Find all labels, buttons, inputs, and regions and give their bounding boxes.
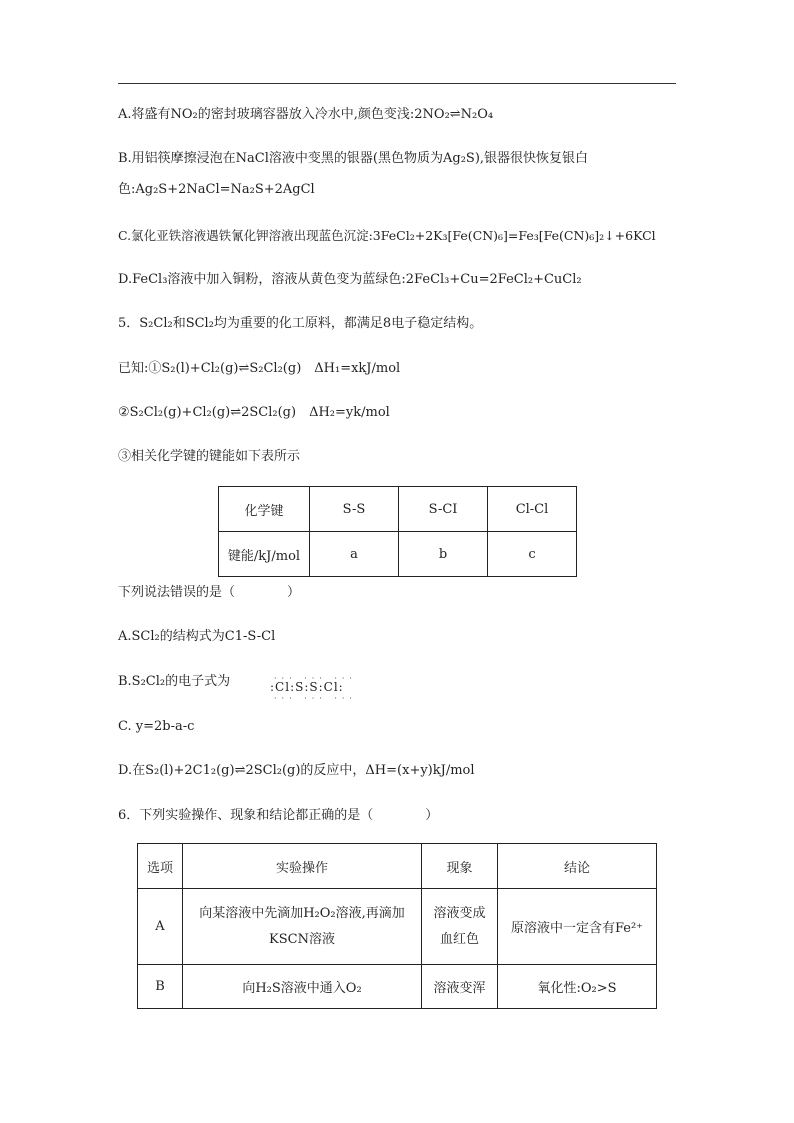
q5-ask: 下列说法错误的是（ ） xyxy=(118,585,301,600)
table-header-cell: 化学键 xyxy=(219,487,310,532)
experiment-table xyxy=(137,843,657,1009)
q5-option-d: D.在S₂(l)+2C1₂(g)⇌2SCl₂(g)的反应中，ΔH=(x+y)kJ/mol xyxy=(118,763,475,778)
table-header-cell: Cl-Cl xyxy=(488,487,577,532)
operation-line: 向某溶液中先滴加H₂O₂溶液,再滴加 xyxy=(199,905,405,921)
phenomenon-line: 血红色 xyxy=(439,931,479,947)
table-cell xyxy=(422,889,498,965)
table-header-cell: 结论 xyxy=(498,844,657,889)
q5-option-a: A.SCl₂的结构式为C1-S-Cl xyxy=(118,629,276,644)
operation-line: KSCN溶液 xyxy=(269,931,335,947)
lewis-structure xyxy=(270,674,357,703)
table-cell: 键能/kJ/mol xyxy=(219,532,310,577)
table-header-cell: 现象 xyxy=(422,844,498,889)
table-header-cell: S-CI xyxy=(399,487,488,532)
table-cell: 溶液变浑 xyxy=(422,965,498,1009)
q5-given-3: ③相关化学键的键能如下表所示 xyxy=(118,449,301,464)
table-cell: a xyxy=(310,532,399,577)
q5-given-1: 已知:①S₂(l)+Cl₂(g)⇌S₂Cl₂(g) ΔH₁=xkJ/mol xyxy=(118,361,401,376)
table-row xyxy=(219,487,577,532)
table-cell: A xyxy=(138,889,183,965)
table-cell: 原溶液中一定含有Fe²⁺ xyxy=(498,889,657,965)
header-rule xyxy=(118,83,676,84)
table-cell: 氧化性:O₂>S xyxy=(498,965,657,1009)
table-header-cell: S-S xyxy=(310,487,399,532)
electron-formula xyxy=(270,674,357,703)
table-row xyxy=(138,889,657,965)
q4-option-b-line2: 色:Ag₂S+2NaCl=Na₂S+2AgCl xyxy=(118,182,315,197)
table-cell: 向H₂S溶液中通入O₂ xyxy=(183,965,422,1009)
q4-option-c: C.氯化亚铁溶液遇铁氰化钾溶液出现蓝色沉淀:3FeCl₂+2K₃[Fe(CN)₆]=Fe₃[Fe(CN)₆]₂↓+6KCl xyxy=(118,228,656,243)
table-header-cell: 选项 xyxy=(138,844,183,889)
table-row xyxy=(219,532,577,577)
q5-option-c: C. y=2b-a-c xyxy=(118,719,195,734)
table-row xyxy=(138,965,657,1009)
lone-pair-dots-top: ··· ··· ··· xyxy=(274,674,357,683)
q4-option-d: D.FeCl₃溶液中加入铜粉，溶液从黄色变为蓝绿色:2FeCl₃+Cu=2FeCl₂+CuCl₂ xyxy=(118,272,582,287)
q4-option-b-line1: B.用铝筷摩擦浸泡在NaCl溶液中变黑的银器(黑色物质为Ag₂S),银器很快恢复银白 xyxy=(118,151,589,166)
bond-energy-table xyxy=(218,486,577,577)
phenomenon-line: 溶液变成 xyxy=(433,905,486,921)
table-header-cell: 实验操作 xyxy=(183,844,422,889)
table-cell: B xyxy=(138,965,183,1009)
table-row xyxy=(138,844,657,889)
table-cell: c xyxy=(488,532,577,577)
q6-stem: 6．下列实验操作、现象和结论都正确的是（ ） xyxy=(118,808,439,823)
lone-pair-dots-bottom: ··· ··· ··· xyxy=(274,694,357,703)
table-cell: b xyxy=(399,532,488,577)
q5-option-b-label: B.S₂Cl₂的电子式为 xyxy=(118,674,231,689)
lewis-formula-text: :Cl:S:S:Cl: xyxy=(270,680,344,694)
q5-stem: 5．S₂Cl₂和SCl₂均为重要的化工原料，都满足8电子稳定结构。 xyxy=(118,316,483,331)
table-cell xyxy=(183,889,422,965)
q4-option-a: A.将盛有NO₂的密封玻璃容器放入冷水中,颜色变浅:2NO₂⇌N₂O₄ xyxy=(118,107,494,122)
q5-given-2: ②S₂Cl₂(g)+Cl₂(g)⇌2SCl₂(g) ΔH₂=yk/mol xyxy=(118,405,390,420)
